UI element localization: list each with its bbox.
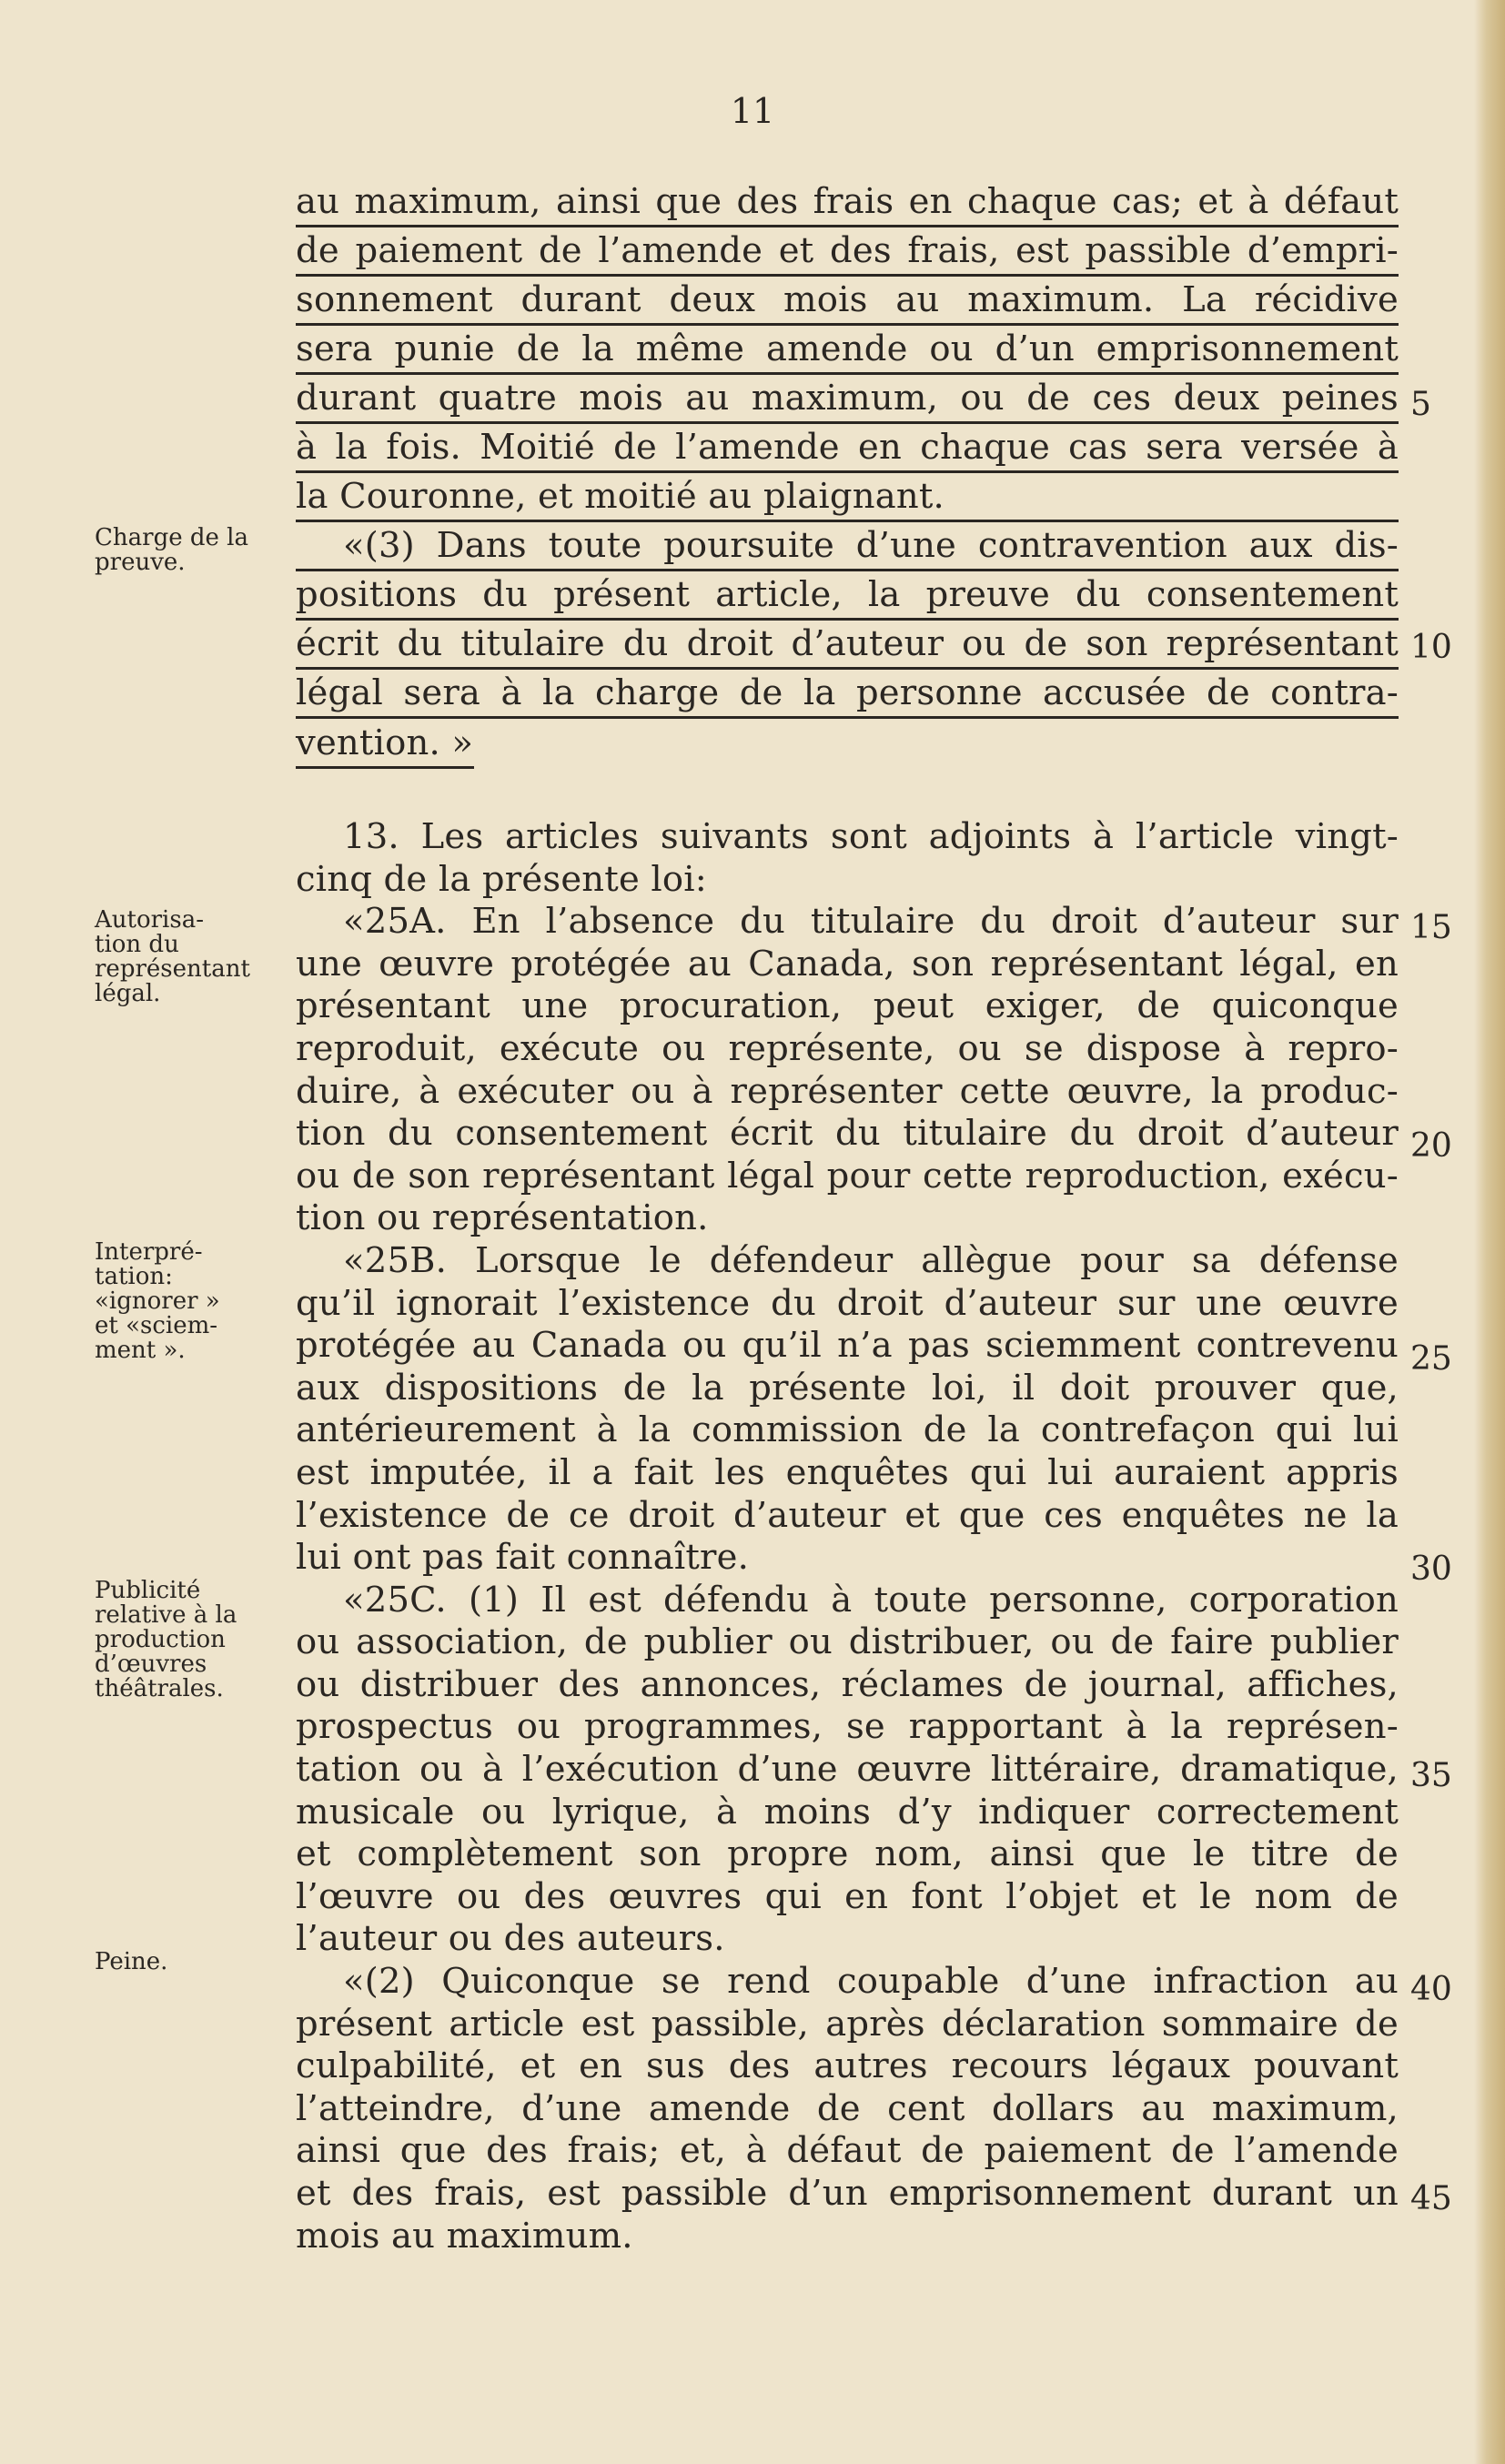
margin-note-line: production — [95, 1626, 226, 1653]
text-line: antérieurement à la commission de la contrefaçon qui lui — [296, 1409, 1399, 1451]
text-line: reproduit, exécute ou représente, ou se dispose à repro- — [296, 1027, 1399, 1069]
text-line: duire, à exécuter ou à représenter cette œuvre, la produc- — [296, 1070, 1399, 1112]
margin-note-autorisation — [95, 908, 277, 1006]
text-line: protégée au Canada ou qu’il n’a pas sciemment contrevenu — [296, 1325, 1399, 1367]
margin-note-line: tation: — [95, 1263, 173, 1290]
margin-note-line: Peine. — [95, 1948, 168, 1975]
margin-note-charge-preuve — [95, 526, 277, 575]
margin-note-line: Interpré- — [95, 1238, 203, 1266]
margin-note-line: «ignorer » — [95, 1288, 220, 1315]
text-line: et des frais, est passible d’un emprisonnement durant un — [296, 2173, 1399, 2214]
margin-note-peine — [95, 1950, 277, 1974]
text-line: prospectus ou programmes, se rapportant à la représen- — [296, 1706, 1399, 1748]
margin-note-line: ment ». — [95, 1337, 186, 1364]
line-number: 45 — [1410, 2180, 1452, 2217]
line-number: 15 — [1410, 909, 1452, 946]
text-line: à la fois. Moitié de l’amende en chaque cas sera versée à — [296, 424, 1399, 473]
text-line: l’atteindre, d’une amende de cent dollars au maximum, — [296, 2087, 1399, 2129]
line-number: 10 — [1410, 629, 1452, 666]
margin-note-interpretation — [95, 1240, 277, 1363]
margin-note-line: Publicité — [95, 1577, 201, 1604]
line-number: 40 — [1410, 1971, 1452, 2008]
text-line: légal sera à la charge de la personne accusée de contra- — [296, 670, 1399, 719]
text-line: écrit du titulaire du droit d’auteur ou de son représentant — [296, 621, 1399, 670]
text-line: «25B. Lorsque le défendeur allègue pour sa défense — [343, 1239, 1399, 1281]
text-line: de paiement de l’amende et des frais, est passible d’empri- — [296, 227, 1399, 277]
margin-note-publicite — [95, 1579, 277, 1702]
text-line: sonnement durant deux mois au maximum. La récidive — [296, 277, 1399, 326]
margin-note-line: théâtrales. — [95, 1675, 224, 1702]
text-line: 13. Les articles suivants sont adjoints à l’article vingt- — [343, 816, 1399, 857]
text-line: «25A. En l’absence du titulaire du droit d’auteur sur — [343, 901, 1399, 943]
page-edge — [1474, 0, 1505, 2464]
text-line: au maximum, ainsi que des frais en chaque cas; et à défaut — [296, 178, 1399, 227]
page-number: 11 — [730, 91, 775, 131]
text-line: l’auteur ou des auteurs. — [296, 1918, 725, 1960]
line-number: 25 — [1410, 1340, 1452, 1378]
text-line: lui ont pas fait connaître. — [296, 1537, 750, 1579]
margin-note-line: relative à la — [95, 1601, 237, 1629]
text-line: musicale ou lyrique, à moins d’y indiquer correctement — [296, 1791, 1399, 1833]
text-line: tion du consentement écrit du titulaire du droit d’auteur — [296, 1113, 1399, 1155]
text-line: tion ou représentation. — [296, 1197, 709, 1239]
line-number: 20 — [1410, 1127, 1452, 1165]
margin-note-line: d’œuvres — [95, 1651, 207, 1678]
text-line: ou distribuer des annonces, réclames de journal, affiches, — [296, 1663, 1399, 1705]
amended-text-block — [296, 178, 1399, 769]
text-line: positions du présent article, la preuve du consentement — [296, 571, 1399, 621]
line-number: 5 — [1410, 386, 1431, 423]
text-line: présentant une procuration, peut exiger, de quiconque — [296, 985, 1399, 1027]
text-line: aux dispositions de la présente loi, il doit prouver que, — [296, 1367, 1399, 1409]
text-line: ou de son représentant légal pour cette reproduction, exécu- — [296, 1155, 1399, 1197]
section-13-text-block — [296, 816, 1399, 2257]
text-line: l’œuvre ou des œuvres qui en font l’objet et le nom de — [296, 1875, 1399, 1917]
text-line: «(2) Quiconque se rend coupable d’une infraction au — [343, 1961, 1399, 2003]
text-line: présent article est passible, après déclaration sommaire de — [296, 2003, 1399, 2045]
text-line: tation ou à l’exécution d’une œuvre littéraire, dramatique, — [296, 1749, 1399, 1791]
text-line: ainsi que des frais; et, à défaut de paiement de l’amende — [296, 2130, 1399, 2172]
margin-note-line: Charge de la — [95, 524, 248, 551]
text-line: une œuvre protégée au Canada, son représentant légal, en — [296, 943, 1399, 985]
text-line: est imputée, il a fait les enquêtes qui lui auraient appris — [296, 1451, 1399, 1493]
margin-note-line: tion du — [95, 931, 179, 958]
text-line: ou association, de publier ou distribuer, ou de faire publier — [296, 1621, 1399, 1663]
text-line: mois au maximum. — [296, 2215, 633, 2257]
text-line: «25C. (1) Il est défendu à toute personne, corporation — [343, 1579, 1399, 1621]
margin-note-line: preuve. — [95, 549, 186, 576]
text-line: «(3) Dans toute poursuite d’une contravention aux dis- — [296, 522, 1399, 571]
text-line: vention. » — [296, 720, 474, 769]
margin-note-line: et «sciem- — [95, 1312, 218, 1339]
margin-note-line: Autorisa- — [95, 906, 204, 934]
text-line: cinq de la présente loi: — [296, 858, 707, 900]
text-line: et complètement son propre nom, ainsi que le titre de — [296, 1833, 1399, 1875]
text-line: qu’il ignorait l’existence du droit d’auteur sur une œuvre — [296, 1282, 1399, 1324]
text-line: durant quatre mois au maximum, ou de ces deux peines — [296, 375, 1399, 424]
margin-note-line: légal. — [95, 980, 161, 1007]
line-number: 30 — [1410, 1550, 1452, 1588]
text-line: la Couronne, et moitié au plaignant. — [296, 473, 1399, 522]
text-line: culpabilité, et en sus des autres recours légaux pouvant — [296, 2045, 1399, 2087]
text-line: l’existence de ce droit d’auteur et que ces enquêtes ne la — [296, 1494, 1399, 1536]
line-number: 35 — [1410, 1757, 1452, 1794]
text-line: sera punie de la même amende ou d’un emprisonnement — [296, 326, 1399, 375]
margin-note-line: représentant — [95, 955, 250, 983]
